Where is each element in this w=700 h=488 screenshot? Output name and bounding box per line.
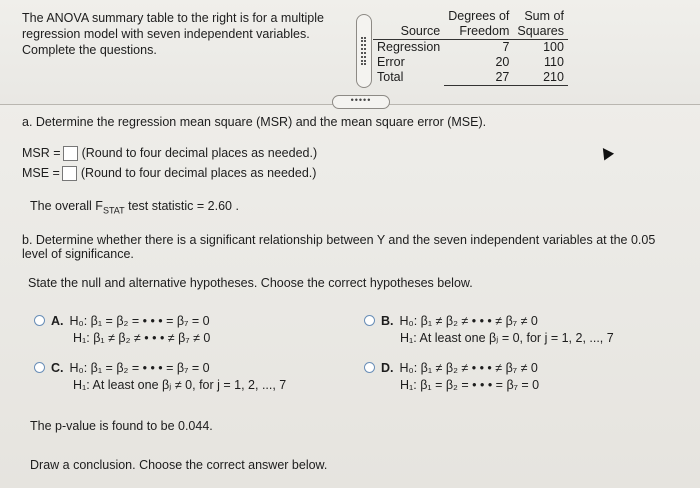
row-ss: 100 [543,40,564,54]
option-a[interactable] [34,313,210,329]
intro-line: regression model with seven independent variables. [22,27,310,41]
option-h0: H₀: β₁ ≠ β₂ ≠ • • • ≠ β₇ ≠ 0 [399,361,538,375]
horizontal-splitter-handle[interactable] [332,95,390,109]
row-source: Regression [377,40,441,54]
header-source: Source [373,24,444,40]
row-ss: 210 [513,70,568,86]
msr-input[interactable] [63,146,78,161]
mse-input[interactable] [62,166,77,181]
problem-header [0,0,700,105]
part-b-question-line2: level of significance. [22,247,134,261]
fstat-suffix: test statistic = 2.60 . [124,199,239,213]
pvalue-statement: The p-value is found to be 0.044. [30,419,213,433]
part-b-question-line1: b. Determine whether there is a significant relationship between Y and the seven independent variables at the 0.05 [22,233,656,247]
intro-line: Complete the questions. [22,43,157,57]
mse-label: MSE = [22,166,60,180]
fstat-prefix: The overall F [30,199,103,213]
msr-row [22,145,317,161]
option-b[interactable] [364,313,538,329]
option-c-h1: H₁: At least one βⱼ ≠ 0, for j = 1, 2, ..., 7 [73,378,287,392]
msr-hint: (Round to four decimal places as needed.) [81,146,318,160]
table-row [373,55,568,70]
conclusion-instruction: Draw a conclusion. Choose the correct answer below. [30,458,328,472]
mouse-cursor-icon [598,145,614,161]
option-d-h1: H₁: β₁ = β₂ = • • • = β₇ = 0 [400,378,540,392]
option-b-h1: H₁: At least one βⱼ = 0, for j = 1, 2, ..., 7 [400,331,614,345]
mse-hint: (Round to four decimal places as needed.) [80,166,317,180]
hypotheses-instruction: State the null and alternative hypotheses. Choose the correct hypotheses below. [28,276,473,290]
radio-button[interactable] [34,315,45,326]
row-df: 20 [495,55,510,69]
option-letter: B. [381,314,394,328]
grip-icon [361,37,366,65]
option-a-h1: H₁: β₁ ≠ β₂ ≠ • • • ≠ β₇ ≠ 0 [73,331,211,345]
row-source: Total [377,70,404,85]
header-df-line2: Freedom [444,24,513,40]
option-c[interactable] [34,360,210,376]
part-a-question: a. Determine the regression mean square (MSR) and the mean square error (MSE). [22,115,487,129]
option-letter: D. [381,361,394,375]
msr-label: MSR = [22,146,61,160]
radio-button[interactable] [34,362,45,373]
row-df: 7 [502,40,510,54]
row-ss: 110 [544,55,564,69]
row-source: Error [377,55,405,69]
fstat-statement [30,198,239,219]
option-h0: H₀: β₁ = β₂ = • • • = β₇ = 0 [69,361,210,375]
vertical-splitter-handle[interactable] [356,14,372,88]
option-h0: H₀: β₁ ≠ β₂ ≠ • • • ≠ β₇ ≠ 0 [399,314,538,328]
table-row [373,70,568,86]
radio-button[interactable] [364,315,375,326]
intro-text [22,10,342,58]
table-row [373,40,568,56]
fstat-subscript: STAT [102,205,125,216]
row-df: 27 [444,70,513,86]
option-letter: A. [51,314,64,328]
grip-icon: ••••• [350,95,372,105]
header-df-line1: Degrees of [448,9,510,23]
header-ss-line2: Squares [513,24,568,40]
option-d[interactable] [364,360,538,376]
option-h0: H₀: β₁ = β₂ = • • • = β₇ = 0 [69,314,210,328]
anova-table [373,9,568,86]
radio-button[interactable] [364,362,375,373]
intro-line: The ANOVA summary table to the right is for a multiple [22,11,324,25]
option-letter: C. [51,361,64,375]
header-ss-line1: Sum of [524,9,564,23]
mse-row [22,165,316,181]
